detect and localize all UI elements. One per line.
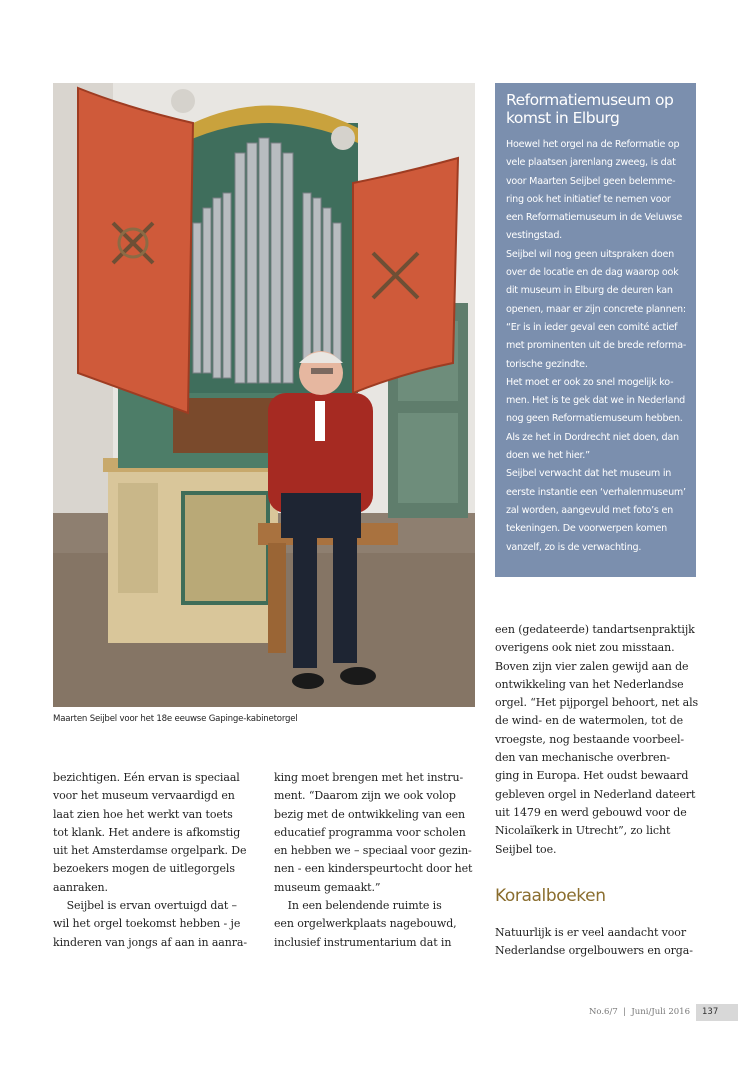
sidebar-line: doen we het hier.” bbox=[506, 450, 590, 462]
body-line: Seijbel is ervan overtuigd dat – bbox=[53, 899, 237, 913]
sidebar-line: Het moet er ook zo snel mogelijk ko- bbox=[506, 376, 674, 388]
article-column-2 bbox=[274, 769, 472, 952]
sidebar-line: “Er is in ieder geval een comité actief bbox=[506, 321, 678, 333]
body-line: Seijbel toe. bbox=[495, 842, 557, 856]
sidebar-line: Als ze het in Dordrecht niet doen, dan bbox=[506, 431, 679, 443]
sidebar-body bbox=[506, 136, 686, 557]
section-heading: Koraalboeken bbox=[495, 886, 606, 906]
body-line: bezig met de ontwikkeling van een bbox=[274, 807, 466, 821]
body-line: In een belendende ruimte is bbox=[274, 899, 442, 913]
body-line: wil het orgel toekomst hebben - je bbox=[53, 917, 241, 931]
body-line: laat zien hoe het werkt van toets bbox=[53, 807, 233, 821]
issue-info: No.6/7 | Juni/Juli 2016 bbox=[588, 1007, 690, 1017]
sidebar-line: voor Maarten Seijbel geen belemme- bbox=[506, 175, 676, 187]
body-line: orgel. “Het pijporgel behoort, net als bbox=[495, 696, 699, 710]
body-line: bezichtigen. Eén ervan is speciaal bbox=[53, 771, 240, 784]
sidebar-title-line: komst in Elburg bbox=[506, 109, 620, 127]
body-line: Nederlandse orgelbouwers en orga- bbox=[495, 944, 693, 958]
body-line: educatief programma voor scholen bbox=[274, 825, 466, 839]
body-line: aanraken. bbox=[53, 880, 108, 894]
sidebar-line: men. Het is te gek dat we in Nederland bbox=[506, 395, 685, 407]
body-line: inclusief instrumentarium dat in bbox=[274, 935, 452, 949]
body-line: Boven zijn vier zalen gewijd aan de bbox=[495, 659, 689, 673]
body-line: gebleven orgel in Nederland dateert bbox=[495, 787, 696, 801]
sidebar-line: Seijbel wil nog geen uitspraken doen bbox=[506, 248, 674, 260]
body-line: de wind- en de watermolen, tot de bbox=[495, 714, 683, 728]
page-number: 137 bbox=[696, 1004, 738, 1021]
body-line: bezoekers mogen de uitlegorgels bbox=[53, 862, 235, 876]
sidebar-line: Seijbel verwacht dat het museum in bbox=[506, 468, 672, 480]
body-line: den van mechanische overbren- bbox=[495, 751, 671, 765]
body-line: ontwikkeling van het Nederlandse bbox=[495, 677, 684, 691]
sidebar-line: tekeningen. De voorwerpen komen bbox=[506, 523, 667, 535]
sidebar-line: vestingstad. bbox=[506, 230, 562, 242]
sidebar-line: dit museum in Elburg de deuren kan bbox=[506, 285, 673, 297]
body-line: ment. “Daarom zijn we ook volop bbox=[274, 789, 456, 803]
article-column-1 bbox=[53, 769, 247, 952]
article-column-3 bbox=[495, 621, 698, 859]
article-column-3-continued bbox=[495, 924, 693, 961]
organ-photo-illustration bbox=[53, 83, 475, 707]
sidebar-line: torische gezindte. bbox=[506, 358, 588, 370]
sidebar-line: vele plaatsen jarenlang zweeg, is dat bbox=[506, 157, 676, 169]
sidebar-line: een Reformatiemuseum in de Veluwse bbox=[506, 212, 683, 224]
body-line: overigens ook niet zou misstaan. bbox=[495, 641, 675, 655]
body-line: een (gedateerde) tandartsenpraktijk bbox=[495, 623, 695, 636]
body-line: vroegste, nog bestaande voorbeel- bbox=[495, 732, 685, 746]
body-line: uit 1479 en werd gebouwd voor de bbox=[495, 805, 687, 819]
body-line: museum gemaakt.” bbox=[274, 880, 381, 894]
body-line: Nicolaïkerk in Utrecht”, zo licht bbox=[495, 824, 671, 838]
body-line: en hebben we – speciaal voor gezin- bbox=[274, 844, 472, 858]
sidebar-line: zal worden, aangevuld met foto’s en bbox=[506, 504, 673, 516]
body-line: nen - een kinderspeurtocht door het bbox=[274, 862, 473, 876]
sidebar-line: over de locatie en de dag waarop ook bbox=[506, 267, 679, 279]
body-line: voor het museum vervaardigd en bbox=[53, 789, 235, 803]
body-line: ging in Europa. Het oudst bewaard bbox=[495, 769, 689, 783]
body-line: kinderen van jongs af aan in aanra- bbox=[53, 935, 247, 949]
sidebar-line: ring ook het initiatief te nemen voor bbox=[506, 193, 671, 205]
sidebar-line: eerste instantie een ‘verhalenmuseum’ bbox=[506, 486, 686, 498]
sidebar-title bbox=[506, 91, 686, 127]
body-line: een orgelwerkplaats nagebouwd, bbox=[274, 917, 457, 931]
sidebar-line: vanzelf, zo is de verwachting. bbox=[506, 541, 642, 553]
body-line: tot klank. Het andere is afkomstig bbox=[53, 825, 241, 839]
sidebar-line: met prominenten uit de brede reforma- bbox=[506, 340, 687, 352]
sidebar-line: Hoewel het orgel na de Reformatie op bbox=[506, 139, 680, 150]
body-line: king moet brengen met het instru- bbox=[274, 771, 464, 784]
photo-caption: Maarten Seijbel voor het 18e eeuwse Gapinge-kabinetorgel bbox=[53, 714, 298, 724]
organ-photo bbox=[53, 83, 475, 707]
sidebar-title-line: Reformatiemuseum op bbox=[506, 91, 674, 109]
body-line: Natuurlijk is er veel aandacht voor bbox=[495, 926, 686, 939]
sidebar-line: nog geen Reformatiemuseum hebben. bbox=[506, 413, 683, 425]
body-line: uit het Amsterdamse orgelpark. De bbox=[53, 844, 247, 858]
sidebar-line: openen, maar er zijn concrete plannen: bbox=[506, 303, 686, 315]
sidebar-box bbox=[495, 83, 696, 577]
